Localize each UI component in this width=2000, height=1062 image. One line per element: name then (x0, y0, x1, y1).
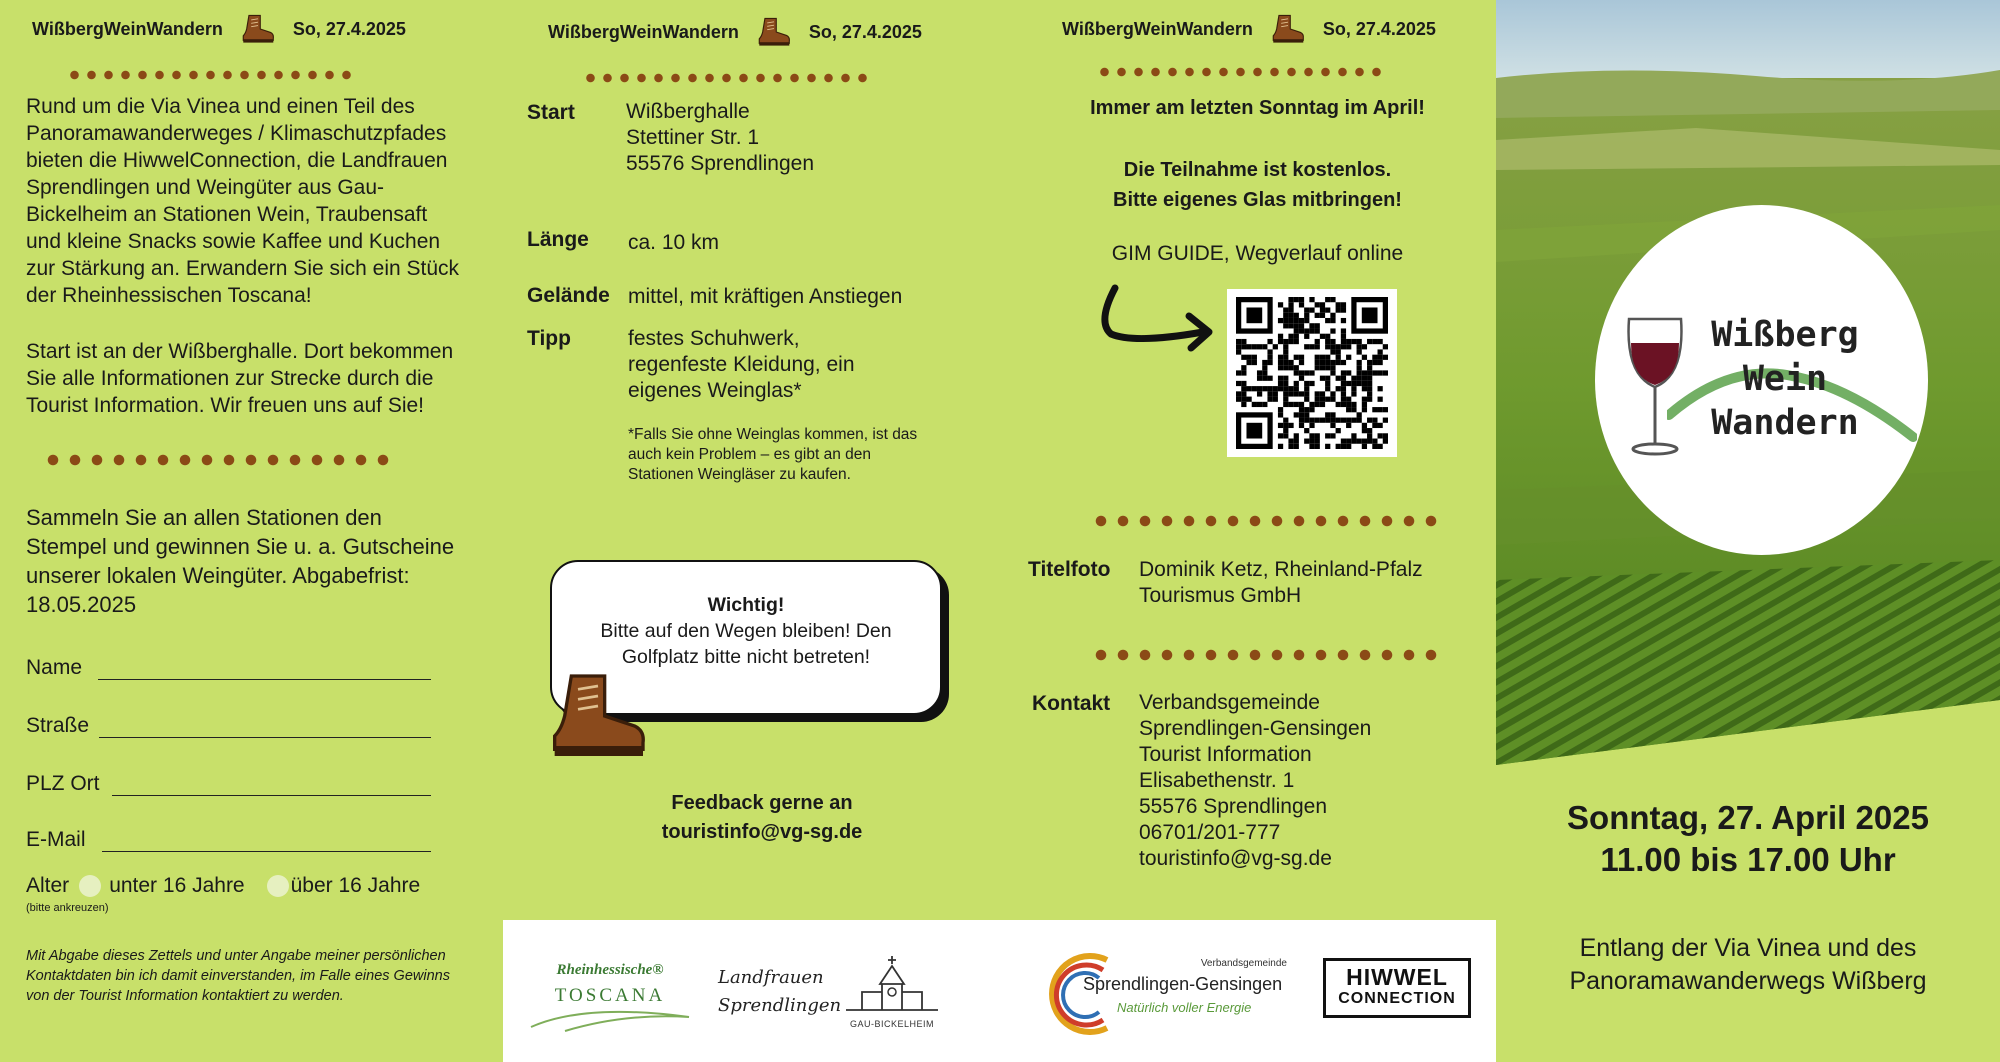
start-line: Wißberghalle (626, 100, 750, 123)
header-title: WißbergWeinWandern (32, 18, 223, 39)
hiwwel-logo (1323, 958, 1471, 1018)
tip-line: eigenes Weinglas* (628, 379, 802, 402)
street-field[interactable] (99, 716, 431, 738)
arrow-icon (1095, 282, 1220, 362)
glass-footnote: *Falls Sie ohne Weinglas kommen, ist das auch kein Problem – es gibt an den Stationen Weingläser zu kaufen. (628, 426, 918, 483)
event-logo-line: Wein (1742, 359, 1828, 399)
boot-icon (1271, 14, 1305, 44)
header-date: So, 27.4.2025 (292, 18, 406, 39)
photo-line: Dominik Ketz, Rheinland-Pfalz (1139, 558, 1423, 581)
terrain-value: mittel, mit kräftigen Anstiegen (628, 285, 903, 308)
street-row (26, 708, 431, 738)
dotted-divider (1090, 648, 1440, 662)
landfrauen-logo-line: Sprendlingen (718, 995, 842, 1016)
toscana-logo-top: Rheinhessische® (556, 962, 664, 978)
over16-checkbox[interactable] (267, 875, 289, 897)
event-logo-line: Wandern (1711, 403, 1859, 443)
length-label: Länge (527, 228, 589, 251)
last-sunday-text: Immer am letzten Sonntag im April! (1090, 97, 1425, 119)
feedback-line: Feedback gerne an (671, 792, 853, 814)
age-label: Alter (26, 874, 70, 897)
tip-label: Tipp (527, 327, 571, 350)
vg-logo-slogan: Natürlich voller Energie (1117, 1000, 1252, 1015)
street-label: Straße (26, 714, 90, 737)
event-route-line: Panoramawanderwegs Wißberg (1569, 967, 1927, 995)
tick-hint: (bitte ankreuzen) (26, 902, 109, 914)
vg-logo (1045, 950, 1295, 1038)
start-info-text: Start ist an der Wißberghalle. Dort bekommen Sie alle Informationen zur Strecke durch die Tourist Information. Wir freuen uns auf Sie! (26, 340, 454, 417)
name-field[interactable] (98, 658, 431, 680)
entry-form (26, 650, 431, 898)
event-logo-text (1675, 313, 1895, 445)
zip-city-field[interactable] (112, 774, 431, 796)
header-col3 (1062, 14, 1436, 44)
contact-label: Kontakt (1032, 692, 1111, 715)
privacy-note: Mit Abgabe dieses Zettels und unter Angabe meiner persönlichen Kontaktdaten bin ich damit einverstanden, im Falle eines Gewinns von der Tourist Information kontaktiert zu werden. (26, 948, 450, 1004)
feedback-email[interactable]: touristinfo@vg-sg.de (661, 821, 863, 843)
church-icon (842, 954, 942, 1014)
boot-icon (757, 17, 791, 47)
event-route (1496, 932, 2000, 998)
event-logo-badge (1595, 205, 1928, 555)
start-label: Start (527, 101, 575, 124)
landfrauen-logo-line: Landfrauen (718, 967, 824, 988)
toscana-logo-bottom: TOSCANA (554, 985, 666, 1006)
gim-guide-text: GIM GUIDE, Wegverlauf online (1111, 242, 1404, 265)
hiwwel-logo-line: HIWWEL (1346, 964, 1448, 990)
under16-checkbox[interactable] (79, 875, 101, 897)
photo-line: Tourismus GmbH (1139, 584, 1302, 607)
email-row (26, 822, 431, 852)
tip-value (628, 326, 855, 404)
start-address (626, 99, 814, 177)
dotted-divider (1096, 67, 1386, 77)
event-date: Sonntag, 27. April 2025 (1567, 799, 1929, 836)
hiwwel-logo-line: CONNECTION (1338, 990, 1456, 1007)
vg-logo-small: Verbandsgemeinde (1200, 958, 1287, 969)
dotted-divider (1090, 514, 1440, 528)
dotted-divider (582, 73, 872, 83)
name-label: Name (26, 656, 83, 679)
boot-icon (241, 14, 275, 44)
header-col2 (548, 17, 922, 47)
tip-line: festes Schuhwerk, (628, 327, 800, 350)
event-time: 11.00 bis 17.00 Uhr (1600, 841, 1896, 878)
gau-bickelheim-logo (836, 954, 948, 1029)
free-line: Bitte eigenes Glas mitbringen! (1113, 189, 1402, 211)
free-entry-text (1040, 155, 1475, 215)
zip-city-row (26, 766, 431, 796)
landfrauen-logo (718, 964, 842, 1020)
event-logo-line: Wißberg (1711, 315, 1859, 355)
contact-line: 55576 Sprendlingen (1139, 795, 1327, 818)
contact-line: Tourist Information (1139, 743, 1312, 766)
feedback (612, 789, 912, 847)
qr-code-icon (1235, 297, 1389, 449)
age-row (26, 874, 431, 898)
contact-line: Verbandsgemeinde (1139, 691, 1320, 714)
stamp-text: Sammeln Sie an allen Stationen den Stempel und gewinnen Sie u. a. Gutscheine unserer lokalen Weingüter. Abgabefrist: 18.05.2025 (26, 505, 455, 617)
important-text: Bitte auf den Wegen bleiben! Den Golfplatz bitte nicht betreten! (600, 620, 892, 668)
header-title: WißbergWeinWandern (548, 21, 739, 42)
partner-logo-bar (503, 920, 1496, 1062)
free-line: Die Teilnahme ist kostenlos. (1123, 159, 1392, 181)
contact-line: Elisabethenstr. 1 (1139, 769, 1295, 792)
header-col1 (32, 14, 406, 44)
email-label: E-Mail (26, 828, 86, 851)
event-route-line: Entlang der Via Vinea und des (1579, 934, 1917, 962)
event-date-time (1496, 797, 2000, 881)
length-value: ca. 10 km (628, 231, 720, 254)
tip-line: regenfeste Kleidung, ein (628, 353, 855, 376)
dotted-divider (66, 70, 356, 80)
toscana-swoosh-icon (525, 1007, 695, 1033)
zip-city-label: PLZ Ort (26, 772, 100, 795)
terrain-label: Gelände (527, 284, 610, 307)
contact-email[interactable]: touristinfo@vg-sg.de (1139, 847, 1332, 870)
name-row (26, 650, 431, 680)
email-field[interactable] (102, 830, 431, 852)
photo-label: Titelfoto (1028, 558, 1111, 581)
hiking-boot-icon (548, 672, 648, 760)
contact-line: Sprendlingen-Gensingen (1139, 717, 1372, 740)
over16-label: über 16 Jahre (290, 874, 421, 897)
start-line: Stettiner Str. 1 (626, 126, 760, 149)
contact-line: 06701/201-777 (1139, 821, 1281, 844)
important-title: Wichtig! (707, 594, 785, 616)
header-title: WißbergWeinWandern (1062, 18, 1253, 39)
header-date: So, 27.4.2025 (808, 21, 922, 42)
contact-details (1139, 690, 1371, 872)
photo-credit (1139, 557, 1423, 609)
qr-code[interactable] (1227, 289, 1397, 457)
vg-logo-name: Sprendlingen-Gensingen (1083, 974, 1283, 994)
dotted-divider (42, 453, 392, 467)
header-date: So, 27.4.2025 (1322, 18, 1436, 39)
under16-label: unter 16 Jahre (109, 874, 245, 897)
gau-bickelheim-label: GAU-BICKELHEIM (849, 1019, 934, 1029)
toscana-logo (525, 962, 695, 1038)
start-line: 55576 Sprendlingen (626, 152, 814, 175)
intro-text: Rund um die Via Vinea und einen Teil des Panoramawanderweges / Klimaschutzpfades bieten die HiwwelConnection, die Landfrauen Sprendlingen und Weingüter aus Gau-Bickelheim an Stationen Wein, Traubensaft und kleine Snacks sowie Kaffee und Kuchen zur Stärkung an. Erwandern Sie sich ein Stück der Rheinhessischen Toscana! (26, 95, 460, 307)
